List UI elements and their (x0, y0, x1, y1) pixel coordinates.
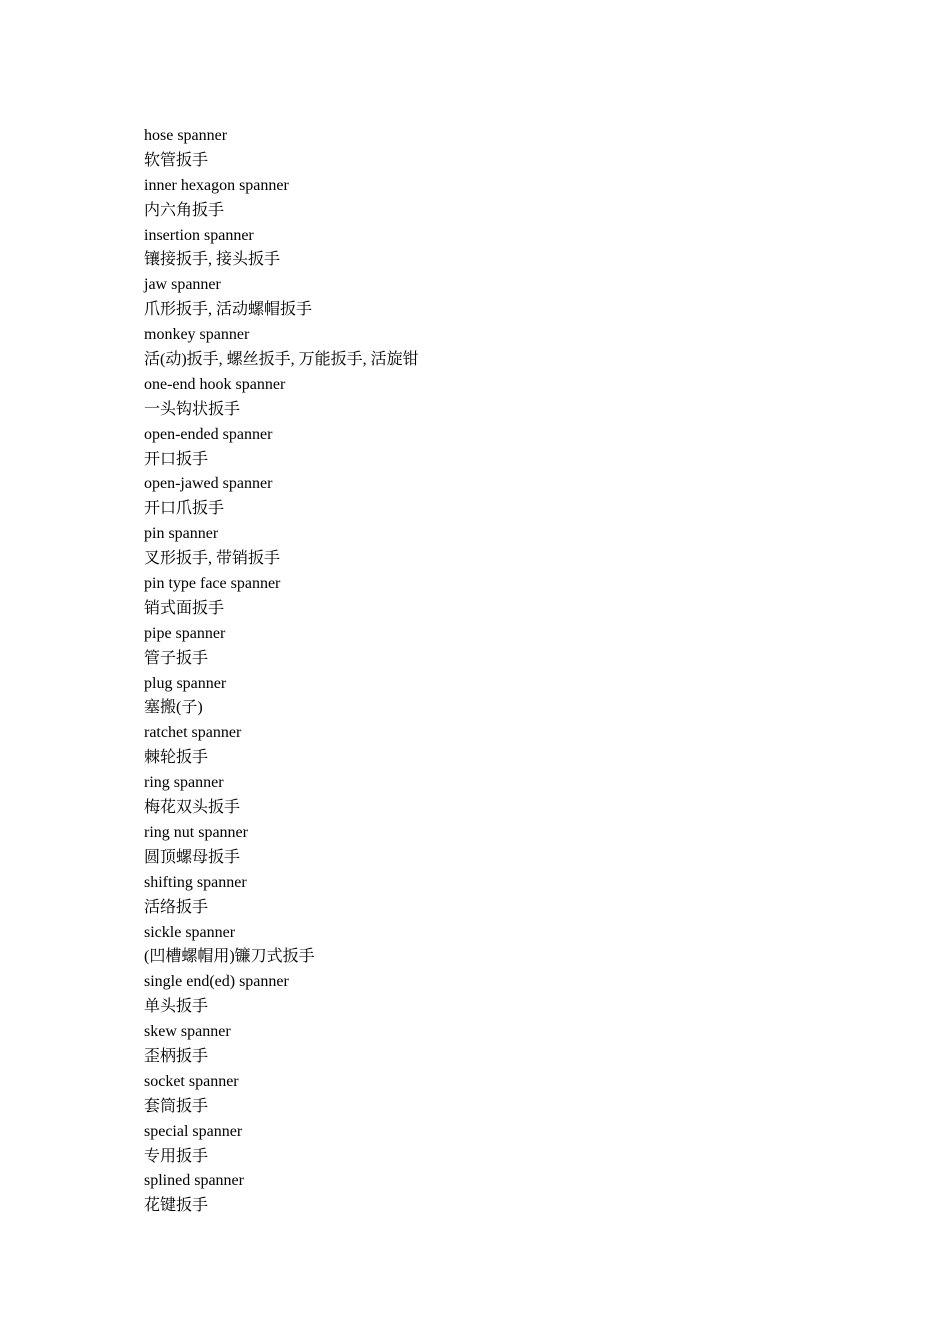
term-chinese: 销式面扳手 (144, 599, 225, 617)
term-english: splined spanner (144, 1172, 244, 1190)
term-english: one-end hook spanner (144, 375, 286, 393)
term-chinese: 镶接扳手, 接头扳手 (144, 251, 281, 269)
term-chinese: 叉形扳手, 带销扳手 (144, 550, 281, 568)
term-english: jaw spanner (144, 276, 221, 294)
term-english: single end(ed) spanner (144, 973, 289, 991)
term-chinese: 花键扳手 (144, 1197, 209, 1215)
term-english: pin type face spanner (144, 575, 281, 593)
term-chinese: 圆顶螺母扳手 (144, 848, 241, 866)
term-chinese: 活(动)扳手, 螺丝扳手, 万能扳手, 活旋钳 (144, 351, 419, 369)
term-english: plug spanner (144, 674, 227, 692)
term-english: shifting spanner (144, 873, 247, 891)
term-chinese: 梅花双头扳手 (144, 799, 241, 817)
term-english: pin spanner (144, 525, 219, 543)
term-english: open-ended spanner (144, 425, 273, 443)
term-chinese: (凹槽螺帽用)镰刀式扳手 (144, 948, 315, 966)
term-english: insertion spanner (144, 226, 254, 244)
term-chinese: 专用扳手 (144, 1147, 209, 1165)
term-chinese: 开口扳手 (144, 450, 209, 468)
term-english: special spanner (144, 1122, 243, 1140)
term-english: ring spanner (144, 774, 224, 792)
term-chinese: 爪形扳手, 活动螺帽扳手 (144, 301, 313, 319)
term-chinese: 歪柄扳手 (144, 1047, 209, 1065)
term-english: skew spanner (144, 1023, 231, 1041)
term-chinese: 开口爪扳手 (144, 500, 225, 518)
term-chinese: 活络扳手 (144, 898, 209, 916)
term-chinese: 管子扳手 (144, 649, 209, 667)
term-english: open-jawed spanner (144, 475, 273, 493)
term-chinese: 一头钩状扳手 (144, 400, 241, 418)
term-chinese: 棘轮扳手 (144, 749, 209, 767)
glossary-list (144, 124, 419, 1219)
term-english: monkey spanner (144, 326, 250, 344)
term-chinese: 塞搬(子) (144, 699, 203, 717)
term-english: ratchet spanner (144, 724, 242, 742)
term-english: ring nut spanner (144, 823, 248, 841)
term-chinese: 内六角扳手 (144, 201, 225, 219)
term-english: pipe spanner (144, 624, 226, 642)
term-english: hose spanner (144, 127, 228, 144)
term-english: socket spanner (144, 1072, 239, 1090)
term-chinese: 软管扳手 (144, 151, 209, 169)
term-chinese: 单头扳手 (144, 998, 209, 1016)
term-english: sickle spanner (144, 923, 236, 941)
term-english: inner hexagon spanner (144, 176, 289, 194)
term-chinese: 套筒扳手 (144, 1097, 209, 1115)
